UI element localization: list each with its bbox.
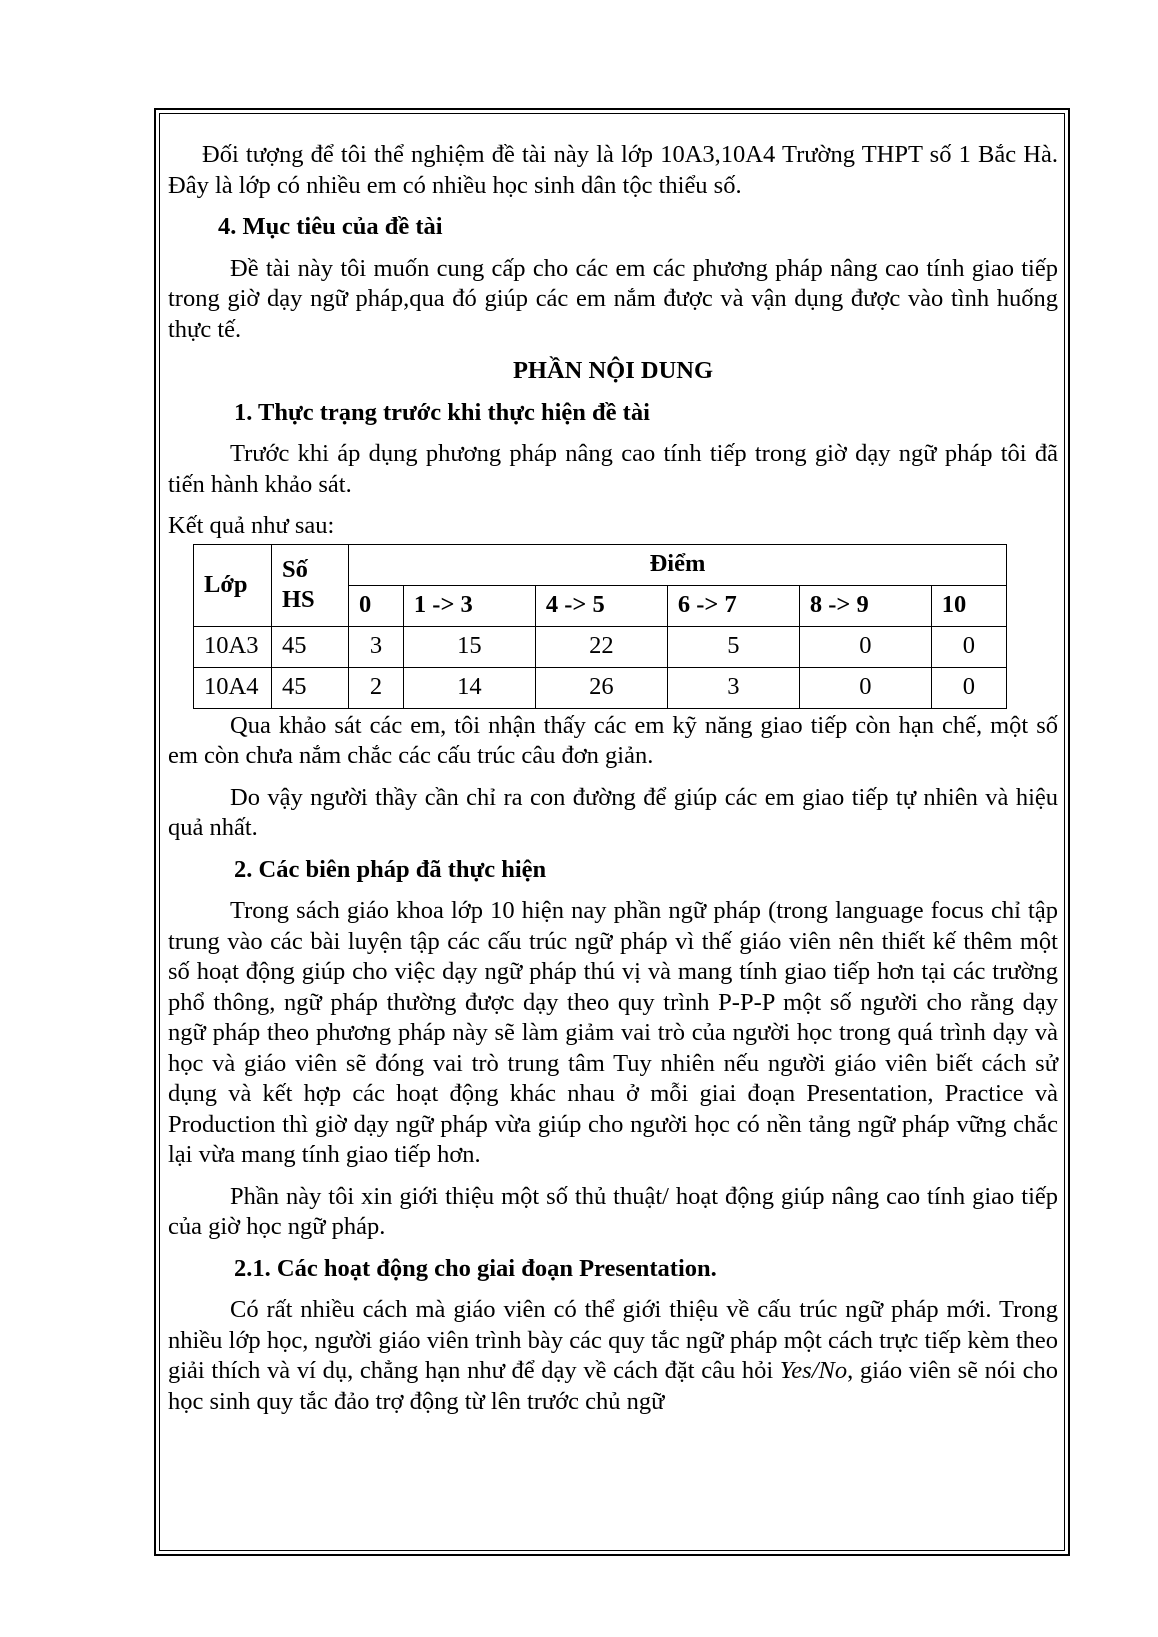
paragraph-objectives: Đề tài này tôi muốn cung cấp cho các em các phương pháp nâng cao tính giao tiếp trong giờ dạy ngữ pháp,qua đó giúp các em nắm được và vận dụng được vào tình huống thực tế. (168, 254, 1058, 343)
paragraph-subject: Đối tượng để tôi thể nghiệm đề tài này là lớp 10A3,10A4 Trường THPT số 1 Bắc Hà. Đây là lớp có nhiều em có nhiều học sinh dân tộc thiểu số. (168, 141, 1058, 199)
document-body (168, 140, 1058, 1417)
heading-objectives: 4. Mục tiêu của đề tài (218, 213, 443, 240)
cell-score: 3 (349, 626, 404, 667)
cell-score: 0 (799, 626, 931, 667)
text-run: , giáo viên sẽ nói cho học sinh quy tắc đảo trợ động từ lên trước chủ ngữ (168, 1357, 1058, 1415)
paragraph-textbook: Trong sách giáo khoa lớp 10 hiện nay phần ngữ pháp (trong language focus chỉ tập trung vào các bài luyện tập các cấu trúc ngữ pháp vì thế giáo viên nên thiết kế thêm một số hoạt động giúp cho việc dạy ngữ pháp thú vị và mang tính giao tiếp hơn tại các trường phổ thông, ngữ pháp thường được dạy theo quy trình P-P-P một số người cho rằng dạy ngữ pháp theo phương pháp này sẽ làm giảm vai trò của người học trong quá trình dạy và học và giáo viên sẽ đóng vai trò trung tâm Tuy nhiên nếu người giáo viên biết cách sử dụng và kết hợp các hoạt động khác nhau ở mỗi giai đoạn Presentation, Practice và Production thì giờ dạy ngữ pháp vừa giúp cho người học có nền tảng ngữ pháp vững chắc lại vừa mang tính giao tiếp hơn. (168, 897, 1058, 1168)
header-range: 6 -> 7 (667, 585, 799, 626)
paragraph-survey-findings: Qua khảo sát các em, tôi nhận thấy các em kỹ năng giao tiếp còn hạn chế, một số em còn chưa nắm chắc các cấu trúc câu đơn giản. (168, 711, 1058, 769)
cell-students: 45 (272, 667, 349, 708)
cell-score: 26 (535, 667, 667, 708)
header-range: 1 -> 3 (403, 585, 535, 626)
cell-score: 22 (535, 626, 667, 667)
heading-current-state: 1. Thực trạng trước khi thực hiện đề tài (234, 398, 650, 426)
heading-presentation-activities: 2.1. Các hoạt động cho giai đoạn Presentation. (234, 1254, 717, 1282)
cell-score: 0 (931, 626, 1006, 667)
paragraph-survey: Trước khi áp dụng phương pháp nâng cao tính tiếp trong giờ dạy ngữ pháp tôi đã tiến hành khảo sát. (168, 440, 1058, 498)
cell-students: 45 (272, 626, 349, 667)
table-row (194, 667, 1007, 708)
text-run: Có rất nhiều cách mà giáo viên có thể giới thiệu về cấu trúc ngữ pháp mới. Trong nhiều lớp học, người giáo viên trình bày các quy tắc ngữ pháp một cách trực tiếp kèm theo giải thích và ví dụ, chẳng hạn như để dạy về cách đặt câu hỏi (168, 1296, 1058, 1384)
paragraph-teacher-role: Do vậy người thầy cần chỉ ra con đường để giúp các em giao tiếp tự nhiên và hiệu quả nhất. (168, 783, 1058, 841)
paragraph-techniques: Phần này tôi xin giới thiệu một số thủ thuật/ hoạt động giúp nâng cao tính giao tiếp của giờ học ngữ pháp. (168, 1182, 1058, 1240)
header-score: Điểm (349, 544, 1007, 585)
header-range: 10 (931, 585, 1006, 626)
cell-class: 10A3 (194, 626, 272, 667)
header-class: Lớp (194, 544, 272, 626)
cell-score: 15 (403, 626, 535, 667)
header-range: 8 -> 9 (799, 585, 931, 626)
header-range: 4 -> 5 (535, 585, 667, 626)
paragraph-results-intro: Kết quả như sau: (168, 512, 335, 539)
results-table (193, 544, 1007, 709)
cell-score: 2 (349, 667, 404, 708)
heading-measures: 2. Các biên pháp đã thực hiện (234, 855, 547, 883)
table-row (194, 626, 1007, 667)
emphasis-yes-no: Yes/No (779, 1357, 848, 1384)
paragraph-presentation (168, 1295, 1058, 1417)
cell-score: 5 (667, 626, 799, 667)
table-header-row (194, 544, 1007, 585)
section-title: PHẦN NỘI DUNG (512, 357, 714, 384)
cell-score: 3 (667, 667, 799, 708)
header-students: Số HS (272, 544, 349, 626)
cell-score: 14 (403, 667, 535, 708)
header-range: 0 (349, 585, 404, 626)
cell-score: 0 (931, 667, 1006, 708)
cell-class: 10A4 (194, 667, 272, 708)
cell-score: 0 (799, 667, 931, 708)
